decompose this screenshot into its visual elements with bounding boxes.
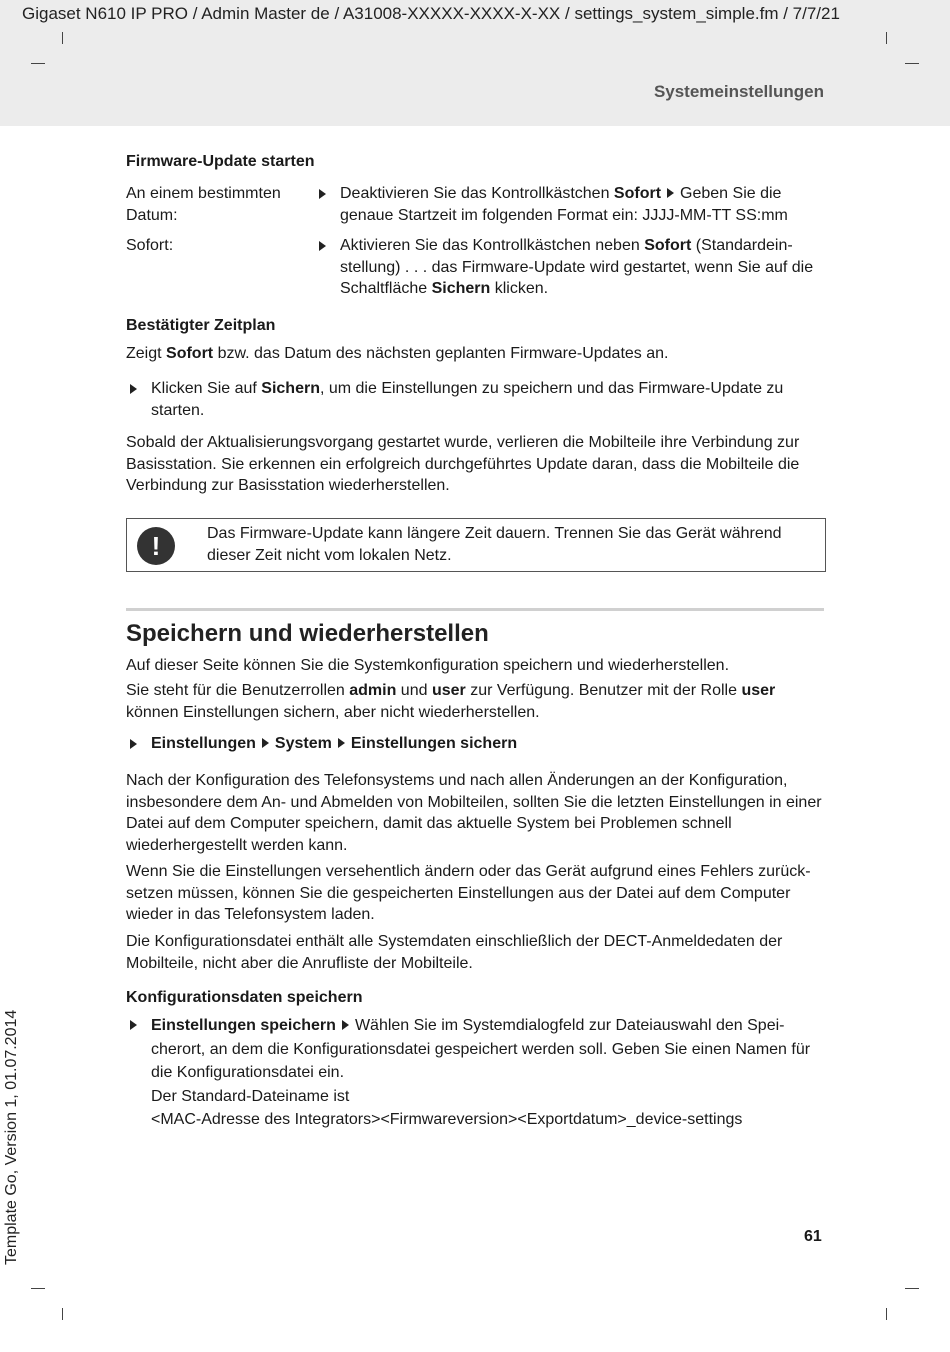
- arrow-icon: [342, 1020, 349, 1030]
- crop-mark: [886, 32, 887, 44]
- arrow-icon: [667, 188, 674, 198]
- step-arrow-icon: [319, 189, 326, 199]
- running-section-title: Systemeinstellungen: [653, 82, 824, 101]
- section-divider: [126, 608, 824, 611]
- save-restore-intro: Auf dieser Seite können Sie die Systemkonfiguration speichern und wiederherstellen.: [126, 657, 730, 674]
- page-number: 61: [804, 1228, 822, 1245]
- arrow-icon: [262, 738, 269, 748]
- schedule-step: Klicken Sie auf Sichern, um die Einstellungen zu speichern und das Firmware-Update zu starten.: [151, 380, 784, 419]
- config-save-heading: Konfigurationsdaten speichern: [126, 989, 363, 1006]
- arrow-icon: [338, 738, 345, 748]
- crop-mark: [886, 1308, 887, 1320]
- notice-text: Das Firmware-Update kann längere Zeit dauern. Trennen Sie das Gerät während dieser Zeit nicht vom lokalen Netz.: [207, 525, 782, 564]
- firmware-row2-text: Aktivieren Sie das Kontrollkästchen neben Sofort (Standardein-stellung) . . . das Firmware-Update wird gestartet, wenn Sie auf die Schaltfläche Sichern klicken.: [340, 237, 814, 297]
- save-restore-p5: Die Konfigurationsdatei enthält alle Systemdaten einschließlich der DECT-Anmeldedaten der Mobilteile, nicht aber die Anrufliste der Mobilteile.: [126, 933, 783, 972]
- firmware-row1-text: Deaktivieren Sie das Kontrollkästchen Sofort Geben Sie die genaue Startzeit im folgenden Format ein: JJJJ-MM-TT SS:mm: [340, 185, 788, 224]
- step-arrow-icon: [319, 241, 326, 251]
- schedule-heading: Bestätigter Zeitplan: [126, 317, 276, 334]
- notice-box: [126, 518, 826, 572]
- template-version-text: Template Go, Version 1, 01.07.2014: [3, 1009, 20, 1265]
- save-restore-p3: Nach der Konfiguration des Telefonsystems und nach allen Änderungen an der Konfiguration, insbesondere dem An- und Abmelden von Mobilteilen, sollten Sie die letzten Einstellungen in einer Datei auf dem Computer speichern, damit das aktuelle System bei Problemen schnell wiederhergestellt werden kann.: [126, 772, 822, 854]
- config-save-step: Einstellungen speichern Wählen Sie im Systemdialogfeld zur Dateiauswahl den Spei-cherort, an dem die Konfigurationsdatei gespeichert werden soll. Geben Sie einen Namen für die Konfigurationsdatei ein. Der Standard-Dateiname ist <MAC-Adresse des Integrators><Firmwareversion><Exportdatum>_device-settings: [151, 1017, 811, 1128]
- crop-mark: [905, 63, 919, 64]
- crop-mark: [905, 1288, 919, 1289]
- crop-mark: [62, 1308, 63, 1320]
- step-arrow-icon: [130, 739, 137, 749]
- crop-mark: [31, 63, 45, 64]
- firmware-row2-label: Sofort:: [126, 237, 174, 254]
- firmware-row1-label: An einem bestimmten Datum:: [126, 185, 281, 224]
- header-band: [0, 0, 950, 126]
- crop-mark: [62, 32, 63, 44]
- save-restore-p4: Wenn Sie die Einstellungen versehentlich ändern oder das Gerät aufgrund eines Fehlers zurück-setzen müssen, können Sie die gespeicherten Einstellungen aus der Datei auf dem Computer wieder in das Telefonsystem laden.: [126, 863, 811, 923]
- save-restore-roles: Sie steht für die Benutzerrollen admin und user zur Verfügung. Benutzer mit der Rolle user können Einstellungen sichern, aber nicht wiederherstellen.: [126, 682, 776, 721]
- schedule-paragraph: Zeigt Sofort bzw. das Datum des nächsten geplanten Firmware-Updates an.: [126, 345, 669, 362]
- firmware-heading: Firmware-Update starten: [126, 153, 315, 170]
- document-path: Gigaset N610 IP PRO / Admin Master de / A31008-XXXXX-XXXX-X-XX / settings_system_simple.fm / 7/7/21: [22, 4, 840, 23]
- step-arrow-icon: [130, 1020, 137, 1030]
- step-arrow-icon: [130, 384, 137, 394]
- section-heading: Speichern und wiederherstellen: [126, 620, 489, 647]
- crop-mark: [31, 1288, 45, 1289]
- menu-path: Einstellungen System Einstellungen sichern: [151, 735, 518, 752]
- schedule-after-paragraph: Sobald der Aktualisierungsvorgang gestartet wurde, verlieren die Mobilteile ihre Verbindung zur Basisstation. Sie erkennen ein erfolgreich durchgeführtes Update daran, dass die Mobilteile die Verbindung zur Basisstation wiederherstellen.: [126, 434, 800, 494]
- warning-icon: !: [137, 527, 175, 565]
